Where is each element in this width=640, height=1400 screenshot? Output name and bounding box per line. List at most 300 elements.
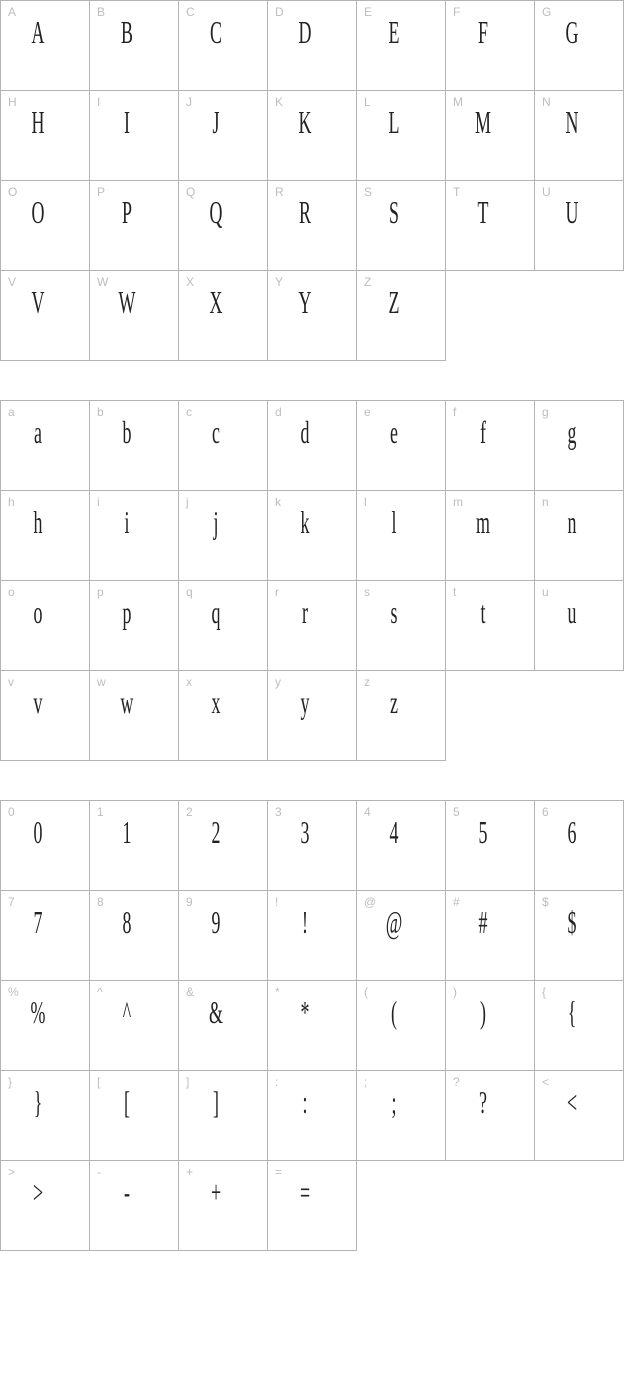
- glyph-cell: [357, 491, 446, 581]
- glyph-cell-inner: [535, 401, 623, 490]
- glyph-cell-inner: [357, 1071, 445, 1160]
- glyph-cell-label: 6: [542, 805, 549, 819]
- glyph-cell: [1, 891, 90, 981]
- glyph-row: [1, 181, 624, 271]
- glyph-row: [1, 491, 624, 581]
- glyph-row: [1, 1, 624, 91]
- glyph-cell: [357, 1, 446, 91]
- glyph-preview: <: [566, 1084, 578, 1120]
- glyph-cell-inner: [179, 1, 267, 90]
- glyph-cell-inner: [1, 671, 89, 760]
- glyph-cell-label: U: [542, 185, 551, 199]
- glyph-cell-label: l: [364, 495, 367, 509]
- glyph-preview: *: [300, 994, 310, 1030]
- glyph-preview: #: [478, 904, 488, 940]
- glyph-cell-inner: [268, 271, 356, 360]
- glyph-cell: [90, 581, 179, 671]
- glyph-cell-label: d: [275, 405, 282, 419]
- glyph-cell-label: q: [186, 585, 193, 599]
- glyph-cell-inner: [535, 801, 623, 890]
- glyph-preview: k: [300, 504, 310, 540]
- glyph-cell-inner: [1, 491, 89, 580]
- glyph-cell-label: D: [275, 5, 284, 19]
- glyph-cell: [1, 91, 90, 181]
- glyph-cell: [179, 271, 268, 361]
- glyph-cell-label: F: [453, 5, 461, 19]
- glyph-cell-inner: [446, 1071, 534, 1160]
- glyph-preview: w: [120, 684, 134, 720]
- glyph-cell-inner: [446, 491, 534, 580]
- glyph-preview: 1: [122, 814, 132, 850]
- glyph-cell-inner: [535, 891, 623, 980]
- glyph-cell-label: I: [97, 95, 101, 109]
- glyph-cell: [1, 401, 90, 491]
- glyph-row: [1, 671, 624, 761]
- glyph-cell-label: (: [364, 985, 368, 999]
- glyph-cell-inner: [535, 1071, 623, 1160]
- glyph-cell: [90, 1071, 179, 1161]
- glyph-cell-label: :: [275, 1075, 279, 1089]
- glyph-preview: i: [124, 504, 130, 540]
- glyph-cell-label: @: [364, 895, 377, 909]
- glyph-cell-label: r: [275, 585, 279, 599]
- glyph-preview: }: [33, 1084, 43, 1120]
- glyph-cell: [357, 1071, 446, 1161]
- glyph-cell-label: w: [97, 675, 106, 689]
- glyph-preview: s: [390, 594, 398, 630]
- glyph-cell: [90, 181, 179, 271]
- glyph-cell: [1, 581, 90, 671]
- glyph-cell-label: x: [186, 675, 192, 689]
- glyph-preview: ): [480, 994, 486, 1030]
- glyph-preview: -: [124, 1174, 130, 1210]
- glyph-preview: 6: [567, 814, 577, 850]
- glyph-cell-inner: [535, 581, 623, 670]
- glyph-cell-inner: [357, 491, 445, 580]
- glyph-preview: y: [300, 684, 310, 720]
- glyph-cell-label: ;: [364, 1075, 368, 1089]
- glyph-cell: [446, 401, 535, 491]
- glyph-preview: V: [31, 284, 45, 320]
- glyph-cell-inner: [357, 671, 445, 760]
- glyph-cell: [535, 801, 624, 891]
- glyph-preview: 7: [33, 904, 43, 940]
- glyph-cell: [446, 491, 535, 581]
- glyph-cell-inner: [90, 671, 178, 760]
- glyph-cell-label: Q: [186, 185, 196, 199]
- glyph-cell-label: -: [97, 1165, 101, 1179]
- glyph-cell: [179, 801, 268, 891]
- glyph-cell: [1, 801, 90, 891]
- glyph-cell-label: 5: [453, 805, 460, 819]
- glyph-preview: {: [567, 994, 577, 1030]
- glyph-cell-inner: [90, 581, 178, 670]
- glyph-cell-label: j: [186, 495, 189, 509]
- glyph-cell: [179, 91, 268, 181]
- uppercase-glyph-table: [0, 0, 624, 361]
- glyph-cell: [357, 981, 446, 1071]
- glyph-preview: l: [391, 504, 397, 540]
- glyph-cell: [268, 1161, 357, 1251]
- glyph-cell-label: [: [97, 1075, 101, 1089]
- glyph-cell: [1, 181, 90, 271]
- glyph-preview: e: [390, 414, 398, 450]
- glyph-preview: a: [34, 414, 42, 450]
- glyph-cell: [179, 491, 268, 581]
- glyph-cell-inner: [357, 1, 445, 90]
- glyph-cell-inner: [90, 1, 178, 90]
- glyph-cell: [90, 891, 179, 981]
- glyph-cell-inner: [1, 271, 89, 360]
- glyph-preview: 4: [389, 814, 399, 850]
- glyph-cell-inner: [268, 671, 356, 760]
- glyph-cell-inner: [179, 581, 267, 670]
- glyph-preview: Y: [298, 284, 312, 320]
- glyph-preview: f: [480, 414, 486, 450]
- glyph-cell: [535, 1, 624, 91]
- glyph-cell-label: J: [186, 95, 192, 109]
- glyph-cell-inner: [357, 581, 445, 670]
- glyph-cell: [179, 1161, 268, 1251]
- glyph-cell-inner: [179, 981, 267, 1070]
- glyph-row: [1, 581, 624, 671]
- glyph-preview: g: [567, 414, 577, 450]
- glyph-cell-label: P: [97, 185, 106, 199]
- glyph-cell-inner: [1, 891, 89, 980]
- glyph-cell: [179, 401, 268, 491]
- glyph-cell-label: k: [275, 495, 281, 509]
- glyph-cell-label: +: [186, 1165, 194, 1179]
- glyph-preview: $: [567, 904, 577, 940]
- glyph-cell-label: <: [542, 1075, 550, 1089]
- glyph-preview: v: [33, 684, 43, 720]
- glyph-cell-inner: [179, 671, 267, 760]
- glyph-preview: 2: [211, 814, 221, 850]
- glyph-cell-inner: [179, 181, 267, 270]
- glyph-preview: S: [389, 194, 399, 230]
- glyph-cell: [357, 271, 446, 361]
- glyph-cell-inner: [357, 891, 445, 980]
- glyph-cell-inner: [535, 181, 623, 270]
- glyph-cell-inner: [357, 91, 445, 180]
- glyph-preview: F: [478, 14, 488, 50]
- glyph-cell: [179, 891, 268, 981]
- glyph-preview: x: [211, 684, 221, 720]
- glyph-preview: A: [31, 14, 45, 50]
- glyph-cell-label: z: [364, 675, 370, 689]
- glyph-cell-label: a: [8, 405, 15, 419]
- glyph-preview: !: [302, 904, 308, 940]
- glyph-cell: [357, 91, 446, 181]
- glyph-cell-inner: [268, 181, 356, 270]
- glyph-cell: [90, 981, 179, 1071]
- glyph-cell: [90, 401, 179, 491]
- glyph-cell-inner: [1, 981, 89, 1070]
- glyph-cell: [268, 1, 357, 91]
- glyph-cell: [1, 1071, 90, 1161]
- glyph-cell-inner: [90, 401, 178, 490]
- glyph-cell-inner: [179, 491, 267, 580]
- glyph-cell-label: u: [542, 585, 549, 599]
- glyph-cell: [446, 181, 535, 271]
- glyph-cell-label: i: [97, 495, 100, 509]
- glyph-cell-inner: [446, 1, 534, 90]
- glyph-preview: W: [118, 284, 136, 320]
- glyph-preview: D: [298, 14, 312, 50]
- glyph-cell-inner: [1, 1, 89, 90]
- glyph-cell-label: c: [186, 405, 192, 419]
- glyph-cell: [1, 491, 90, 581]
- glyph-preview: :: [302, 1084, 308, 1120]
- glyph-cell-inner: [446, 401, 534, 490]
- glyph-cell: [90, 1161, 179, 1251]
- glyph-cell-label: M: [453, 95, 463, 109]
- glyph-cell: [90, 271, 179, 361]
- glyph-preview: U: [565, 194, 579, 230]
- glyph-cell: [446, 981, 535, 1071]
- glyph-preview: z: [390, 684, 398, 720]
- glyph-cell-inner: [446, 181, 534, 270]
- glyph-preview: P: [122, 194, 132, 230]
- glyph-cell: [535, 981, 624, 1071]
- glyph-cell-inner: [268, 1, 356, 90]
- glyph-cell: [357, 671, 446, 761]
- glyph-cell: [357, 891, 446, 981]
- glyph-cell-label: L: [364, 95, 371, 109]
- glyph-cell-label: $: [542, 895, 549, 909]
- glyph-cell-inner: [268, 581, 356, 670]
- glyph-preview: 3: [300, 814, 310, 850]
- lowercase-glyph-table: [0, 400, 624, 761]
- glyph-cell-label: =: [275, 1165, 283, 1179]
- glyph-cell-label: Z: [364, 275, 372, 289]
- glyph-cell-label: b: [97, 405, 104, 419]
- glyph-preview: &: [209, 994, 223, 1030]
- glyph-cell-inner: [268, 981, 356, 1070]
- glyph-cell: [179, 181, 268, 271]
- glyph-cell: [446, 91, 535, 181]
- glyph-preview: G: [565, 14, 579, 50]
- glyph-cell-label: 9: [186, 895, 193, 909]
- glyph-cell-label: g: [542, 405, 549, 419]
- glyph-preview: h: [33, 504, 43, 540]
- glyph-cell-inner: [179, 401, 267, 490]
- glyph-preview: n: [567, 504, 577, 540]
- glyph-cell-inner: [446, 981, 534, 1070]
- glyph-cell-inner: [90, 181, 178, 270]
- glyph-preview: r: [302, 594, 308, 630]
- glyph-cell-inner: [1, 581, 89, 670]
- glyph-preview: Z: [388, 284, 400, 320]
- glyph-cell: [268, 581, 357, 671]
- glyph-cell-inner: [1, 1071, 89, 1160]
- glyph-cell-inner: [535, 981, 623, 1070]
- glyph-cell: [268, 981, 357, 1071]
- glyph-cell-inner: [1, 181, 89, 270]
- glyph-preview: t: [480, 594, 486, 630]
- glyph-cell: [268, 1071, 357, 1161]
- glyph-cell-inner: [90, 91, 178, 180]
- glyph-cell-inner: [357, 801, 445, 890]
- glyph-cell: [268, 891, 357, 981]
- glyph-cell-label: y: [275, 675, 281, 689]
- glyph-cell-label: n: [542, 495, 549, 509]
- glyph-cell-label: R: [275, 185, 284, 199]
- glyph-cell-inner: [179, 271, 267, 360]
- glyph-cell-inner: [1, 1161, 89, 1250]
- glyph-cell-label: !: [275, 895, 279, 909]
- glyph-cell-label: h: [8, 495, 15, 509]
- glyph-cell-label: #: [453, 895, 460, 909]
- glyph-cell-inner: [446, 801, 534, 890]
- glyph-cell-inner: [90, 271, 178, 360]
- glyph-cell-label: X: [186, 275, 195, 289]
- glyph-cell-inner: [90, 981, 178, 1070]
- glyph-preview: q: [211, 594, 221, 630]
- glyph-row: [1, 91, 624, 181]
- glyph-cell-label: >: [8, 1165, 16, 1179]
- glyph-cell-label: B: [97, 5, 106, 19]
- glyph-preview: B: [121, 14, 133, 50]
- glyph-preview: J: [212, 104, 220, 140]
- glyph-cell-inner: [179, 801, 267, 890]
- glyph-preview: ^: [122, 994, 132, 1030]
- glyph-cell-inner: [357, 401, 445, 490]
- glyph-cell-label: E: [364, 5, 373, 19]
- glyph-cell: [268, 671, 357, 761]
- glyph-preview: T: [477, 194, 489, 230]
- glyph-cell: [268, 801, 357, 891]
- glyph-row: [1, 1071, 624, 1161]
- glyph-cell-label: ^: [97, 985, 103, 999]
- glyph-cell: [446, 891, 535, 981]
- glyph-cell-label: O: [8, 185, 18, 199]
- glyph-cell: [535, 401, 624, 491]
- glyph-cell-inner: [1, 801, 89, 890]
- glyph-cell-inner: [179, 1071, 267, 1160]
- glyph-preview: j: [213, 504, 219, 540]
- glyph-cell: [535, 891, 624, 981]
- glyph-preview: +: [210, 1174, 222, 1210]
- glyph-cell-label: V: [8, 275, 17, 289]
- glyph-cell-label: 0: [8, 805, 15, 819]
- glyph-cell-label: t: [453, 585, 457, 599]
- glyph-cell: [1, 271, 90, 361]
- glyph-preview: C: [210, 14, 222, 50]
- glyph-row: [1, 891, 624, 981]
- glyph-cell-inner: [535, 491, 623, 580]
- glyph-cell: [90, 491, 179, 581]
- glyph-cell-label: p: [97, 585, 104, 599]
- glyph-preview: %: [30, 994, 46, 1030]
- glyph-cell: [357, 581, 446, 671]
- glyph-cell: [268, 401, 357, 491]
- glyph-cell: [446, 1, 535, 91]
- glyph-preview: u: [567, 594, 577, 630]
- glyph-cell-label: f: [453, 405, 457, 419]
- glyph-cell: [535, 1071, 624, 1161]
- glyph-cell-label: *: [275, 985, 280, 999]
- glyph-cell-label: 8: [97, 895, 104, 909]
- glyph-preview: >: [32, 1174, 44, 1210]
- glyph-cell-label: K: [275, 95, 284, 109]
- glyph-cell: [535, 181, 624, 271]
- glyph-cell-inner: [90, 891, 178, 980]
- glyph-cell: [535, 491, 624, 581]
- glyph-preview: d: [300, 414, 310, 450]
- glyph-cell-label: 2: [186, 805, 193, 819]
- glyph-cell-label: ?: [453, 1075, 460, 1089]
- glyph-preview: E: [388, 14, 400, 50]
- glyph-cell-label: {: [542, 985, 547, 999]
- glyph-row: [1, 1161, 624, 1251]
- glyph-cell: [268, 491, 357, 581]
- symbols-glyph-table: [0, 800, 624, 1251]
- glyph-cell-inner: [535, 1, 623, 90]
- glyph-preview: ?: [479, 1084, 487, 1120]
- glyph-cell-label: m: [453, 495, 463, 509]
- glyph-preview: ]: [213, 1084, 219, 1120]
- glyph-cell: [179, 581, 268, 671]
- glyph-preview: @: [385, 904, 403, 940]
- glyph-cell: [90, 91, 179, 181]
- glyph-cell-label: 7: [8, 895, 15, 909]
- glyph-cell-label: Y: [275, 275, 284, 289]
- glyph-cell: [1, 671, 90, 761]
- glyph-cell-label: &: [186, 985, 195, 999]
- glyph-cell-label: W: [97, 275, 109, 289]
- glyph-preview: 0: [33, 814, 43, 850]
- glyph-preview: b: [122, 414, 132, 450]
- glyph-preview: X: [209, 284, 223, 320]
- glyph-preview: m: [476, 504, 490, 540]
- glyph-row: [1, 801, 624, 891]
- glyph-cell-inner: [1, 401, 89, 490]
- glyph-cell: [268, 271, 357, 361]
- glyph-preview: O: [31, 194, 45, 230]
- glyph-cell: [446, 801, 535, 891]
- glyph-cell-inner: [357, 271, 445, 360]
- glyph-cell-inner: [268, 1071, 356, 1160]
- glyph-cell-label: e: [364, 405, 371, 419]
- glyph-cell: [90, 801, 179, 891]
- glyph-cell: [268, 181, 357, 271]
- glyph-preview: 8: [122, 904, 132, 940]
- glyph-cell-label: 1: [97, 805, 104, 819]
- glyph-cell-inner: [268, 1161, 356, 1250]
- glyph-cell-inner: [446, 891, 534, 980]
- glyph-preview: c: [212, 414, 220, 450]
- glyph-cell-label: %: [8, 985, 19, 999]
- glyph-preview: H: [31, 104, 45, 140]
- glyph-cell-label: ): [453, 985, 457, 999]
- glyph-cell: [1, 1161, 90, 1251]
- glyph-preview: 5: [478, 814, 488, 850]
- glyph-cell-label: 3: [275, 805, 282, 819]
- glyph-cell: [90, 671, 179, 761]
- glyph-cell: [179, 1, 268, 91]
- glyph-cell-label: G: [542, 5, 552, 19]
- glyph-cell: [357, 801, 446, 891]
- glyph-cell: [90, 1, 179, 91]
- glyph-cell-inner: [90, 1071, 178, 1160]
- glyph-cell-label: v: [8, 675, 14, 689]
- glyph-preview: o: [33, 594, 43, 630]
- glyph-cell-inner: [179, 1161, 267, 1250]
- glyph-cell-inner: [268, 891, 356, 980]
- glyph-cell-inner: [179, 91, 267, 180]
- glyph-row: [1, 401, 624, 491]
